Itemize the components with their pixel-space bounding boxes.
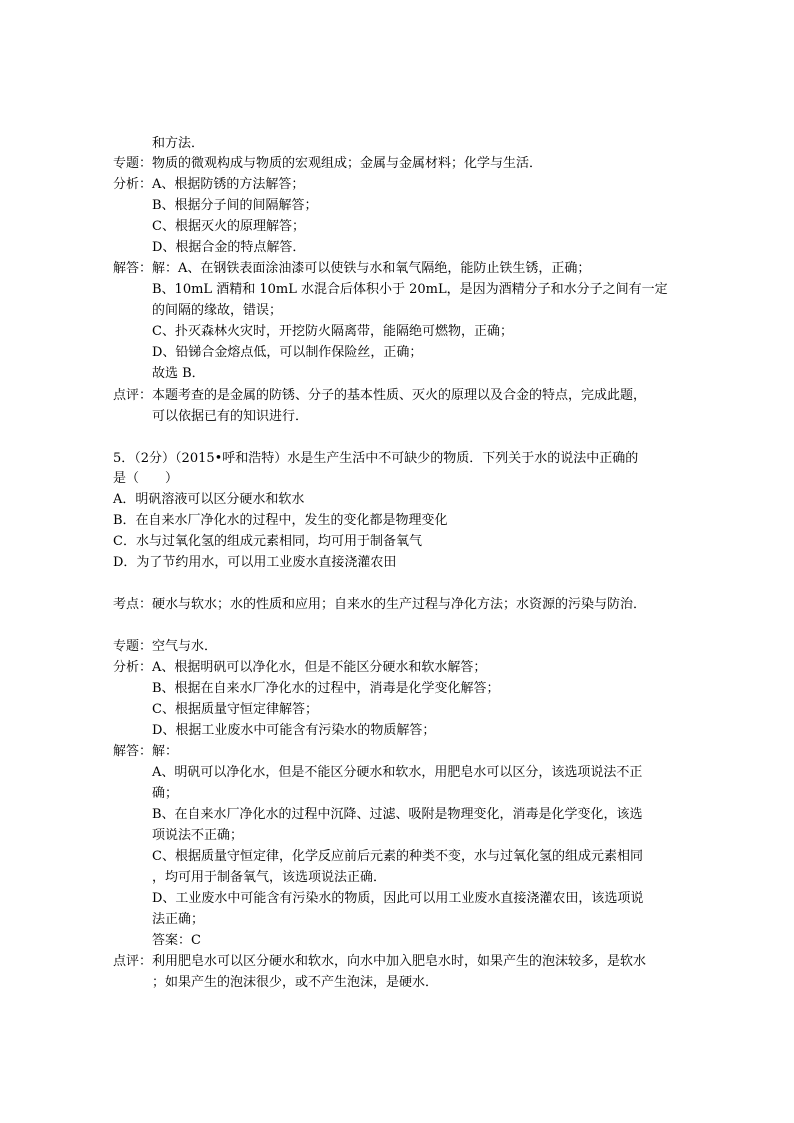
q5-solution-line-4: B、在自来水厂净化水的过程中沉降、过滤、吸附是物理变化，消毒是化学变化，该选 [152, 807, 643, 822]
q4-solution-label: 解答： [113, 261, 153, 276]
q5-analysis-b: B、根据在自来水厂净化水的过程中，消毒是化学变化解答； [152, 681, 500, 696]
q5-comment-line-2: ；如果产生的泡沫很少，或不产生泡沫，是硬水． [152, 975, 439, 990]
q4-analysis-b: B、根据分子间的间隔解答； [152, 198, 318, 213]
q4-analysis-label: 分析： [113, 177, 153, 192]
q5-option-c: C．水与过氧化氢的组成元素相同，均可用于制备氧气 [113, 534, 422, 549]
method-tail: 和方法． [152, 136, 205, 151]
q5-solution-line-3: 确； [152, 786, 179, 801]
q5-analysis-d: D、根据工业废水中可能含有污染水的物质解答； [152, 723, 436, 738]
q4-analysis-d: D、根据合金的特点解答． [152, 240, 306, 255]
q4-analysis-c: C、根据灭火的原理解答； [152, 219, 305, 234]
q5-analysis-c: C、根据质量守恒定律解答； [152, 702, 318, 717]
q5-stem-line-1: 5．（2分）（2015•呼和浩特）水是生产生活中不可缺少的物质．下列关于水的说法中正确的 [113, 451, 639, 466]
q5-option-b: B．在自来水厂净化水的过程中，发生的变化都是物理变化 [113, 513, 448, 528]
examination-text: 硬水与软水；水的性质和应用；自来水的生产过程与净化方法；水资源的污染与防治． [152, 597, 647, 612]
q5-solution-line-1: 解： [152, 744, 179, 759]
examination-label: 考点： [113, 597, 153, 612]
q4-solution-line-1: 解：A、在钢铁表面涂油漆可以使铁与水和氧气隔绝，能防止铁生锈，正确； [152, 261, 591, 276]
q5-comment-line-1: 利用肥皂水可以区分硬水和软水，向水中加入肥皂水时，如果产生的泡沫较多，是软水 [152, 954, 647, 969]
q5-analysis-a: A、根据明矾可以净化水，但是不能区分硬水和软水解答； [152, 660, 487, 675]
q5-solution-line-7: ，均可用于制备氧气，该选项说法正确． [152, 870, 387, 885]
topic-text: 空气与水． [152, 639, 218, 654]
q4-comment-line-2: 可以依据已有的知识进行． [152, 409, 309, 424]
q4-solution-line-4: C、扑灭森林火灾时，开挖防火隔离带，能隔绝可燃物，正确； [152, 324, 513, 339]
q5-solution-label: 解答： [113, 744, 153, 759]
q5-option-a: A．明矾溶液可以区分硬水和软水 [113, 492, 305, 507]
q5-solution-line-8: D、工业废水中可能含有污染水的物质，因此可以用工业废水直接浇灌农田，该选项说 [152, 891, 644, 906]
q5-option-d: D．为了节约用水，可以用工业废水直接浇灌农田 [113, 555, 397, 570]
topic-label: 专题： [113, 156, 153, 171]
q4-solution-line-2: B、10mL 酒精和 10mL 水混合后体积小于 20mL，是因为酒精分子和水分子之间有一定 [152, 282, 668, 297]
topic-text: 物质的微观构成与物质的宏观组成；金属与金属材料；化学与生活． [152, 156, 543, 171]
q4-solution-line-3: 的间隔的缘故，错误； [152, 303, 283, 318]
q4-solution-line-5: D、铅锑合金熔点低，可以制作保险丝，正确； [152, 345, 423, 360]
q4-comment-label: 点评： [113, 388, 153, 403]
q4-topic [113, 154, 542, 174]
q5-solution-line-5: 项说法不正确； [152, 828, 244, 843]
q5-topic [113, 637, 217, 657]
q5-solution-line-6: C、根据质量守恒定律，化学反应前后元素的种类不变，水与过氧化氢的组成元素相同 [152, 849, 643, 864]
q4-analysis-a: A、根据防锈的方法解答； [152, 177, 305, 192]
q5-stem-line-2: 是（ ） [113, 471, 179, 486]
q5-examination [113, 595, 646, 615]
q4-solution-line-6: 故选 B． [152, 366, 205, 381]
q5-solution-line-2: A、明矾可以净化水，但是不能区分硬水和软水，用肥皂水可以区分，该选项说法不正 [152, 765, 643, 780]
q5-analysis-label: 分析： [113, 660, 153, 675]
q5-solution-line-10: 答案：C [152, 933, 201, 948]
topic-label: 专题： [113, 639, 153, 654]
q5-comment-label: 点评： [113, 954, 153, 969]
q4-comment-line-1: 本题考查的是金属的防锈、分子的基本性质、灭火的原理以及合金的特点，完成此题， [152, 388, 647, 403]
q5-solution-line-9: 法正确； [152, 912, 205, 927]
